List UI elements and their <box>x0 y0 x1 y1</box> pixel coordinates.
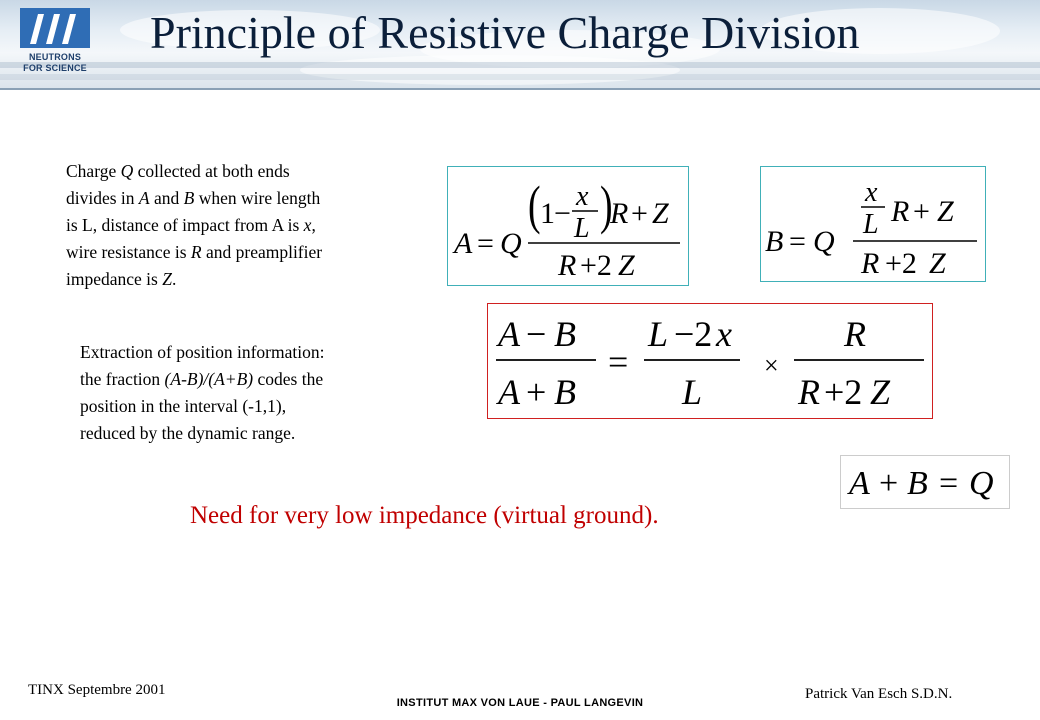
ill-logo <box>14 8 96 80</box>
svg-text:+: + <box>913 195 930 228</box>
svg-text:A: A <box>498 314 520 354</box>
paragraph-line: reduced by the dynamic range. <box>80 423 296 443</box>
header-banner <box>0 0 1040 88</box>
svg-text:B: B <box>554 314 576 354</box>
logo-text-line2: FOR SCIENCE <box>23 63 87 73</box>
svg-text:=: = <box>939 465 959 502</box>
svg-text:(: ( <box>528 175 541 236</box>
svg-text:+2: +2 <box>580 249 612 282</box>
paragraph-line: wire resistance is R and preamplifier <box>66 242 323 262</box>
svg-text:B: B <box>765 225 784 258</box>
paragraph-line: Extraction of position information: <box>80 342 325 362</box>
paragraph-line: is L, distance of impact from A is x, <box>66 215 316 235</box>
svg-text:Q: Q <box>969 465 994 502</box>
ill-logo-icon <box>20 8 90 48</box>
equation-sum <box>841 456 1009 508</box>
svg-text:=: = <box>608 342 629 382</box>
svg-text:Z: Z <box>870 372 891 412</box>
svg-text:−2: −2 <box>674 314 713 354</box>
svg-text:x: x <box>576 181 589 212</box>
logo-text-line1: NEUTRONS <box>28 52 82 62</box>
footer-date: TINX Septembre 2001 <box>28 682 166 698</box>
equation-a <box>448 167 688 285</box>
paragraph-line: Charge Q collected at both ends <box>66 161 290 181</box>
svg-text:1: 1 <box>540 197 555 230</box>
footer-institute: INSTITUT MAX VON LAUE - PAUL LANGEVIN <box>396 697 644 709</box>
equation-a-box <box>447 166 689 286</box>
svg-text:L: L <box>682 372 703 412</box>
svg-text:+: + <box>879 465 899 502</box>
svg-text:A: A <box>849 465 870 502</box>
svg-text:Z: Z <box>937 195 954 228</box>
svg-text:Z: Z <box>929 247 946 280</box>
paragraph-line: the fraction (A-B)/(A+B) codes the <box>80 369 324 389</box>
svg-text:R: R <box>558 249 577 282</box>
svg-text:Z: Z <box>652 197 669 230</box>
equation-ratio <box>488 304 932 418</box>
svg-text:B: B <box>907 465 928 502</box>
equation-b <box>761 167 985 281</box>
svg-text:+2: +2 <box>885 247 917 280</box>
equation-sum-box <box>840 455 1010 509</box>
description-paragraph <box>66 158 436 293</box>
svg-text:Z: Z <box>618 249 635 282</box>
page-title: Principle of Resistive Charge Division <box>150 7 860 58</box>
paragraph-line: divides in A and B when wire length <box>66 188 321 208</box>
svg-text:−: − <box>526 314 547 354</box>
svg-text:+: + <box>526 372 547 412</box>
svg-text:Q: Q <box>500 227 522 260</box>
svg-text:×: × <box>764 351 779 380</box>
svg-text:+: + <box>631 197 648 230</box>
svg-text:A: A <box>454 227 473 260</box>
svg-text:L: L <box>574 213 590 244</box>
svg-text:A: A <box>498 372 520 412</box>
svg-text:=: = <box>477 227 494 260</box>
svg-text:L: L <box>863 209 879 240</box>
paragraph-line: impedance is Z. <box>66 269 177 289</box>
svg-text:R: R <box>891 195 910 228</box>
svg-text:x: x <box>716 314 732 354</box>
svg-text:=: = <box>789 225 806 258</box>
svg-text:R: R <box>610 197 629 230</box>
svg-text:x: x <box>865 177 878 208</box>
svg-text:L: L <box>648 314 669 354</box>
svg-text:+2: +2 <box>824 372 863 412</box>
svg-text:−: − <box>554 197 571 230</box>
equation-b-box <box>760 166 986 282</box>
svg-text:): ) <box>600 175 613 236</box>
paragraph-line: position in the interval (-1,1), <box>80 396 287 416</box>
svg-text:B: B <box>554 372 576 412</box>
svg-text:R: R <box>798 372 820 412</box>
footer-author: Patrick Van Esch S.D.N. <box>805 686 953 702</box>
extraction-paragraph <box>80 339 440 447</box>
svg-text:R: R <box>844 314 866 354</box>
header-divider <box>0 88 1040 90</box>
svg-text:Q: Q <box>813 225 835 258</box>
need-low-impedance-text: Need for very low impedance (virtual ground). <box>190 502 659 529</box>
svg-text:R: R <box>861 247 880 280</box>
equation-ratio-box <box>487 303 933 419</box>
